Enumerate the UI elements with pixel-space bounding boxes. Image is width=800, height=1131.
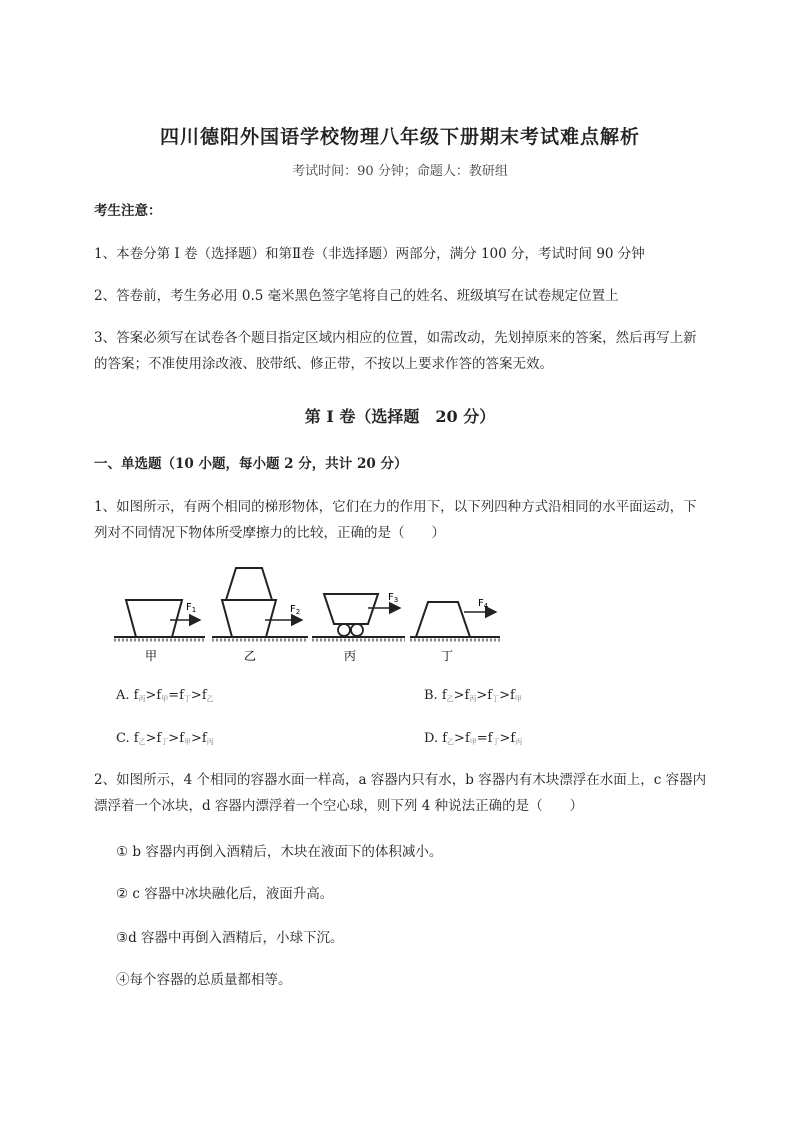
force-f2-label: $F_2$ xyxy=(290,604,301,616)
q1-option-c[interactable]: C. $f_乙>f_丁>f_甲>f_丙$ xyxy=(116,731,214,746)
note-2: 2、答卷前，考生务必用 0.5 毫米黑色签字笔将自己的姓名、班级填写在试卷规定位置上 xyxy=(94,288,619,304)
part-heading: 一、单选题（10 小题，每小题 2 分，共计 20 分） xyxy=(94,456,408,472)
note-3-cont: 的答案；不准使用涂改液、胶带纸、修正带，不按以上要求作答的答案无效。 xyxy=(94,356,553,372)
figure-label-ding: 丁 xyxy=(441,649,454,663)
q2-statement-3: ③d 容器中再倒入酒精后，小球下沉。 xyxy=(116,930,344,946)
q1-option-b[interactable]: B. $f_乙>f_丙>f_丁>f_甲$ xyxy=(424,688,522,703)
q1-option-d[interactable]: D. $f_乙>f_甲=f_丁>f_丙$ xyxy=(424,731,523,746)
section-title: 第 I 卷（选择题 20 分） xyxy=(304,407,496,426)
q2-stem-line2: 漂浮着一个冰块，d 容器内漂浮着一个空心球，则下列 4 种说法正确的是（ ） xyxy=(94,798,584,814)
figure-yi xyxy=(212,568,308,663)
notes-heading: 考生注意： xyxy=(94,203,162,219)
q2-statement-1: ① b 容器内再倒入酒精后，木块在液面下的体积减小。 xyxy=(116,844,443,860)
q2-statement-4: ④每个容器的总质量都相等。 xyxy=(116,972,292,988)
figure-jia xyxy=(114,600,205,663)
note-3: 3、答案必须写在试卷各个题目指定区域内相应的位置，如需改动，先划掉原来的答案，然后再写上新 xyxy=(94,330,697,346)
force-f4-label: $F_4$ xyxy=(478,598,489,610)
q2-stem-line1: 2、如图所示，4 个相同的容器水面一样高，a 容器内只有水，b 容器内有木块漂浮在水面上，c 容器内 xyxy=(94,772,707,788)
note-1: 1、本卷分第 I 卷（选择题）和第Ⅱ卷（非选择题）两部分，满分 100 分，考试时间 90 分钟 xyxy=(94,246,645,262)
figure-bing xyxy=(312,592,405,663)
option-prefix: B. xyxy=(424,688,438,703)
q1-stem-line2: 列对不同情况下物体所受摩擦力的比较，正确的是（ ） xyxy=(94,525,445,541)
option-prefix: D. xyxy=(424,731,439,746)
force-f1-label: $F_1$ xyxy=(186,602,197,614)
q2-statement-2: ② c 容器中冰块融化后，液面升高。 xyxy=(116,886,334,902)
figure-label-jia: 甲 xyxy=(145,649,158,663)
q1-figure xyxy=(0,560,800,670)
q1-option-a[interactable]: A. $f_丙>f_甲=f_丁>f_乙$ xyxy=(116,688,214,703)
option-prefix: C. xyxy=(116,731,130,746)
page-title: 四川德阳外国语学校物理八年级下册期末考试难点解析 xyxy=(159,126,640,148)
exam-info: 考试时间：90 分钟；命题人：教研组 xyxy=(292,164,508,179)
option-prefix: A. xyxy=(116,688,130,703)
force-f3-label: $F_3$ xyxy=(388,592,399,604)
figure-ding xyxy=(410,598,500,663)
figure-label-yi: 乙 xyxy=(244,649,257,663)
figure-label-bing: 丙 xyxy=(344,649,357,663)
q1-stem-line1: 1、如图所示，有两个相同的梯形物体，它们在力的作用下，以下列四种方式沿相同的水平面运动，下 xyxy=(94,499,697,515)
